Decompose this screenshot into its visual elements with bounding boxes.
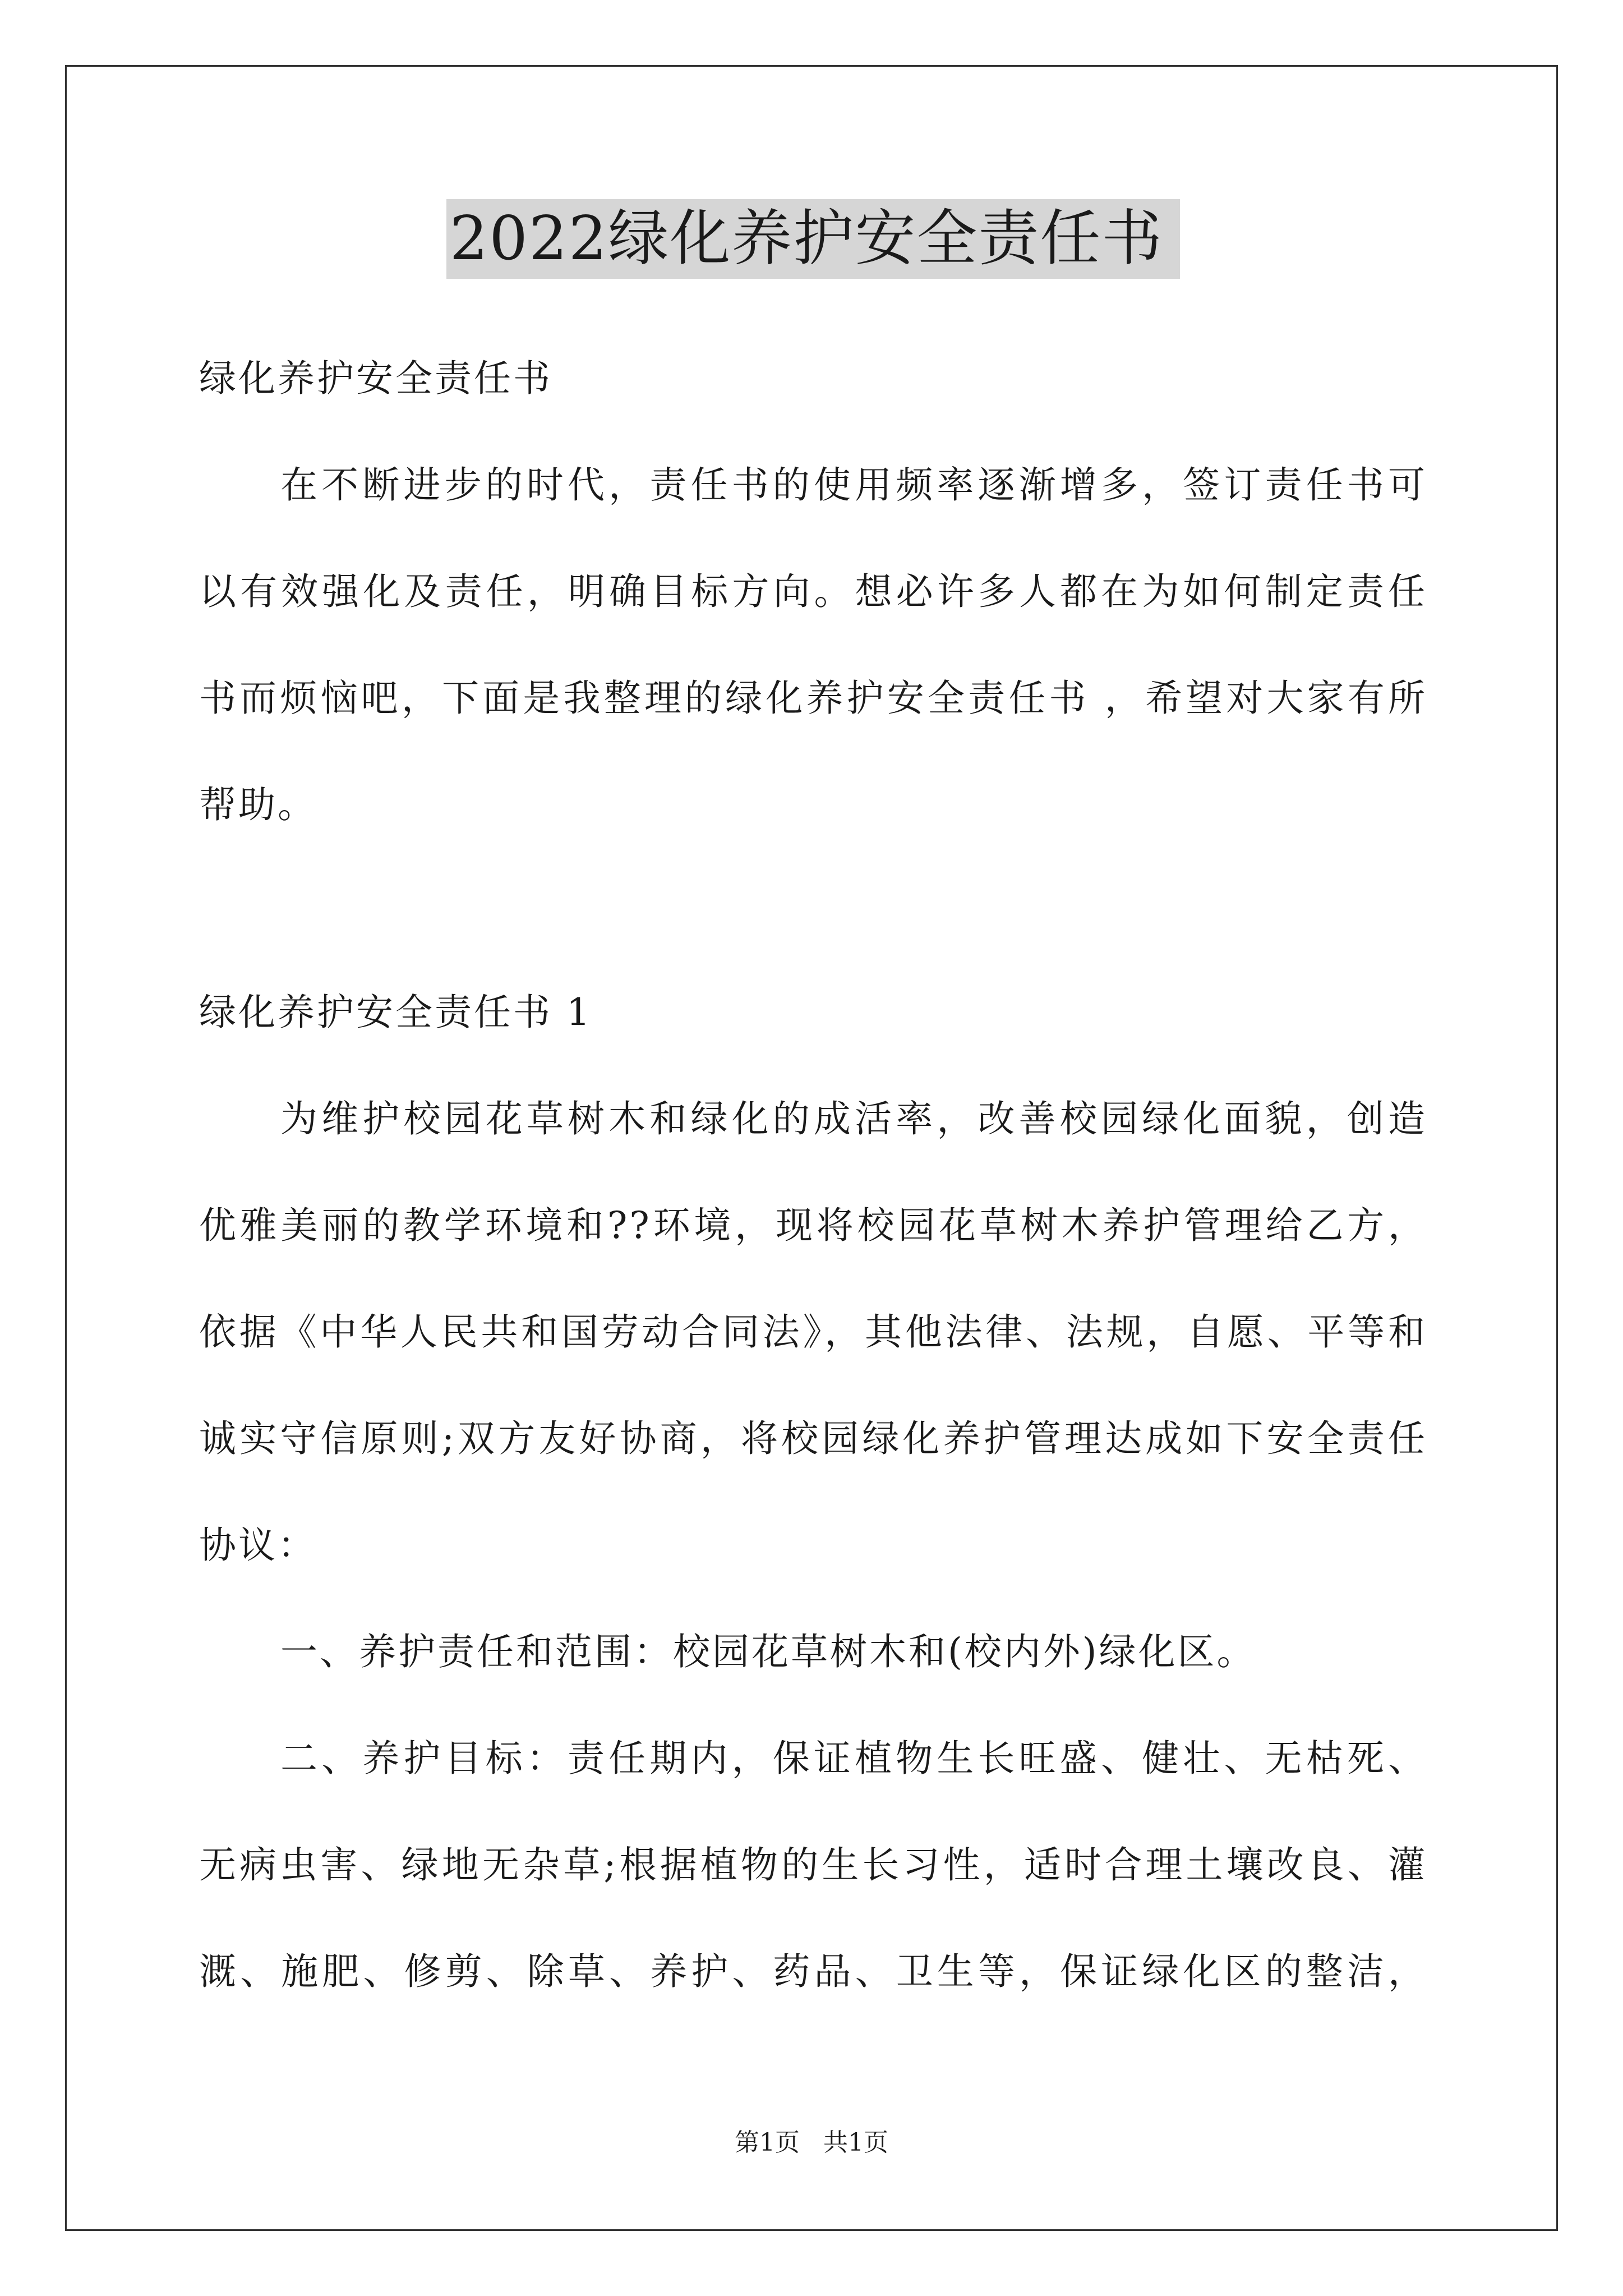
section-heading: 绿化养护安全责任书 [199,357,552,400]
clause-2-line-2: 无病虫害、绿地无杂草;根据植物的生长习性，适时合理土壤改良、灌 [199,1843,1427,1887]
intro-line-2: 以有效强化及责任，明确目标方向。想必许多人都在为如何制定责任 [199,570,1427,613]
clause-1: 一、养护责任和范围：校园花草树木和(校内外)绿化区。 [280,1630,1256,1673]
body-line-5: 协议： [199,1524,317,1567]
clause-2-line-3: 溉、施肥、修剪、除草、养护、药品、卫生等，保证绿化区的整洁， [199,1950,1427,1993]
clause-2-line-1: 二、养护目标：责任期内，保证植物生长旺盛、健壮、无枯死、 [280,1737,1427,1780]
body-line-2: 优雅美丽的教学环境和??环境，现将校园花草树木养护管理给乙方， [199,1204,1427,1247]
body-line-1: 为维护校园花草树木和绿化的成活率，改善校园绿化面貌，创造 [280,1097,1427,1140]
intro-line-3: 书而烦恼吧，下面是我整理的绿化养护安全责任书 ，希望对大家有所 [199,677,1427,720]
intro-line-4: 帮助。 [199,783,317,826]
page-footer: 第1页 共1页 [735,2128,888,2157]
intro-line-1: 在不断进步的时代，责任书的使用频率逐渐增多，签订责任书可 [280,463,1427,507]
section-heading-1: 绿化养护安全责任书 1 [199,991,592,1034]
body-line-4: 诚实守信原则;双方友好协商，将校园绿化养护管理达成如下安全责任 [199,1417,1427,1460]
body-line-3: 依据《中华人民共和国劳动合同法》，其他法律、法规，自愿、平等和 [199,1310,1427,1354]
document-title: 2022绿化养护安全责任书 [446,199,1181,279]
title-container [199,199,1427,279]
